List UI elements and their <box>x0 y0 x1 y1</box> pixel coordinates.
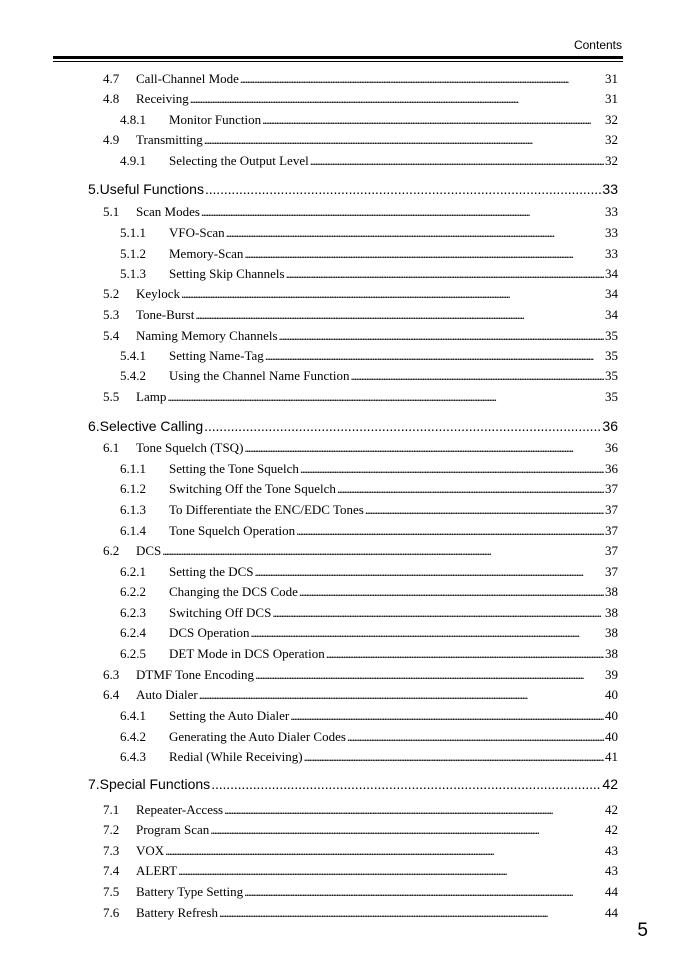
toc-entry-page: 40 <box>605 687 618 702</box>
toc-section-entry[interactable] <box>103 862 618 880</box>
toc-entry-title: Memory-Scan <box>169 246 244 261</box>
toc-entry-number: 4.9 <box>103 132 120 147</box>
toc-entry-page: 38 <box>605 625 618 640</box>
toc-dot-leader <box>167 388 604 406</box>
toc-subsection-entry[interactable] <box>120 583 618 601</box>
toc-dot-leader <box>240 70 604 88</box>
toc-dot-leader <box>251 624 604 642</box>
toc-section-entry[interactable] <box>103 388 618 406</box>
toc-dot-leader <box>178 862 604 880</box>
toc-entry-page: 34 <box>605 307 618 322</box>
toc-section-entry[interactable] <box>103 327 618 345</box>
toc-entry-page: 44 <box>605 884 618 899</box>
toc-entry-number: 6.2.4 <box>120 625 146 640</box>
toc-entry-title: Tone Squelch Operation <box>169 523 296 538</box>
toc-section-entry[interactable] <box>103 842 618 860</box>
toc-dot-leader <box>304 748 604 766</box>
toc-entry-number: 7.1 <box>103 802 120 817</box>
toc-dot-leader <box>199 686 604 704</box>
toc-entry-number: 6.2.1 <box>120 564 146 579</box>
toc-entry-number: 5.1.2 <box>120 246 146 261</box>
toc-entry-page: 34 <box>605 266 618 281</box>
toc-dot-leader <box>290 707 604 725</box>
toc-section-entry[interactable] <box>103 203 618 221</box>
toc-entry-title: 5.Useful Functions <box>88 181 204 197</box>
toc-subsection-entry[interactable] <box>120 460 618 478</box>
toc-section-entry[interactable] <box>103 904 618 922</box>
toc-dot-leader <box>299 583 604 601</box>
toc-dot-leader <box>204 417 601 435</box>
toc-entry-page: 36 <box>602 418 618 434</box>
toc-dot-leader <box>296 522 604 540</box>
toc-entry-title: Repeater-Access <box>136 802 224 817</box>
toc-subsection-entry[interactable] <box>120 604 618 622</box>
toc-entry-number: 7.5 <box>103 884 120 899</box>
toc-dot-leader <box>365 501 604 519</box>
toc-entry-title: Tone Squelch (TSQ) <box>136 440 244 455</box>
toc-subsection-entry[interactable] <box>120 265 618 283</box>
toc-dot-leader <box>210 821 604 839</box>
toc-entry-page: 33 <box>605 225 618 240</box>
toc-section-entry[interactable] <box>103 439 618 457</box>
toc-entry-number: 5.1.3 <box>120 266 146 281</box>
toc-dot-leader <box>272 604 604 622</box>
toc-entry-page: 35 <box>605 328 618 343</box>
toc-dot-leader <box>162 542 604 560</box>
toc-entry-title: Program Scan <box>136 822 210 837</box>
toc-dot-leader <box>224 801 604 819</box>
toc-entry-page: 39 <box>605 667 618 682</box>
toc-entry-number: 5.2 <box>103 286 120 301</box>
toc-entry-number: 7.6 <box>103 905 120 920</box>
toc-section-entry[interactable] <box>103 883 618 901</box>
toc-entry-title: VFO-Scan <box>169 225 225 240</box>
toc-entry-page: 35 <box>605 368 618 383</box>
toc-entry-page: 38 <box>605 584 618 599</box>
toc-subsection-entry[interactable] <box>120 563 618 581</box>
toc-subsection-entry[interactable] <box>120 347 618 365</box>
toc-entry-page: 32 <box>605 112 618 127</box>
toc-entry-title: To Differentiate the ENC/EDC Tones <box>169 502 364 517</box>
toc-entry-title: VOX <box>136 843 165 858</box>
toc-subsection-entry[interactable] <box>120 707 618 725</box>
toc-entry-page: 32 <box>605 132 618 147</box>
toc-entry-page: 37 <box>605 543 618 558</box>
toc-entry-page: 36 <box>605 461 618 476</box>
running-header: Contents <box>573 38 622 52</box>
toc-dot-leader <box>195 306 604 324</box>
toc-entry-number: 6.4 <box>103 687 120 702</box>
toc-dot-leader <box>347 728 604 746</box>
toc-dot-leader <box>204 131 604 149</box>
toc-entry-number: 7.3 <box>103 843 120 858</box>
toc-dot-leader <box>244 439 604 457</box>
page-number: 5 <box>637 920 648 941</box>
toc-subsection-entry[interactable] <box>120 152 618 170</box>
toc-entry-number: 6.2 <box>103 543 120 558</box>
toc-entry-page: 37 <box>605 564 618 579</box>
toc-entry-title: Setting the DCS <box>169 564 254 579</box>
toc-entry-number: 5.4 <box>103 328 120 343</box>
toc-entry-number: 6.2.3 <box>120 605 146 620</box>
toc-entry-page: 32 <box>605 153 618 168</box>
toc-entry-number: 5.3 <box>103 307 120 322</box>
toc-entry-title: 6.Selective Calling <box>88 418 204 434</box>
toc-entry-title: Lamp <box>136 389 167 404</box>
toc-entry-page: 43 <box>605 863 618 878</box>
toc-entry-page: 36 <box>605 440 618 455</box>
toc-entry-title: Using the Channel Name Function <box>169 368 350 383</box>
toc-entry-number: 6.1.2 <box>120 481 146 496</box>
toc-entry-title: Switching Off DCS <box>169 605 272 620</box>
toc-section-entry[interactable] <box>103 70 618 88</box>
toc-entry-number: 7.4 <box>103 863 120 878</box>
toc-chapter-entry[interactable] <box>88 180 618 198</box>
toc-entry-title: DTMF Tone Encoding <box>136 667 255 682</box>
toc-entry-number: 4.8.1 <box>120 112 146 127</box>
toc-entry-page: 33 <box>605 246 618 261</box>
toc-entry-number: 6.1 <box>103 440 120 455</box>
toc-dot-leader <box>337 480 604 498</box>
toc-entry-title: Setting the Auto Dialer <box>169 708 290 723</box>
toc-entry-page: 31 <box>605 91 618 106</box>
toc-entry-title: DCS <box>136 543 162 558</box>
toc-entry-page: 37 <box>605 481 618 496</box>
toc-section-entry[interactable] <box>103 90 618 108</box>
header-rule-thin <box>53 61 623 62</box>
toc-dot-leader <box>190 90 604 108</box>
toc-entry-title: DCS Operation <box>169 625 250 640</box>
toc-section-entry[interactable] <box>103 131 618 149</box>
toc-entry-title: Changing the DCS Code <box>169 584 298 599</box>
toc-entry-number: 6.2.5 <box>120 646 146 661</box>
toc-subsection-entry[interactable] <box>120 224 618 242</box>
toc-entry-number: 5.5 <box>103 389 120 404</box>
toc-entry-page: 35 <box>605 348 618 363</box>
toc-entry-page: 37 <box>605 502 618 517</box>
toc-subsection-entry[interactable] <box>120 522 618 540</box>
toc-chapter-entry[interactable] <box>88 775 618 793</box>
toc-entry-page: 33 <box>602 181 618 197</box>
toc-entry-number: 6.3 <box>103 667 120 682</box>
toc-entry-page: 38 <box>605 605 618 620</box>
toc-entry-title: Naming Memory Channels <box>136 328 278 343</box>
toc-entry-title: Keylock <box>136 286 181 301</box>
toc-entry-title: 7.Special Functions <box>88 776 211 792</box>
toc-dot-leader <box>326 645 604 663</box>
toc-entry-number: 6.1.1 <box>120 461 146 476</box>
toc-entry-number: 6.4.1 <box>120 708 146 723</box>
toc-entry-title: Selecting the Output Level <box>169 153 309 168</box>
toc-entry-title: Switching Off the Tone Squelch <box>169 481 336 496</box>
toc-subsection-entry[interactable] <box>120 501 618 519</box>
toc-entry-title: Receiving <box>136 91 189 106</box>
toc-chapter-entry[interactable] <box>88 417 618 435</box>
toc-subsection-entry[interactable] <box>120 728 618 746</box>
toc-entry-title: Generating the Auto Dialer Codes <box>169 729 346 744</box>
toc-dot-leader <box>226 224 604 242</box>
toc-subsection-entry[interactable] <box>120 480 618 498</box>
toc-entry-title: Transmitting <box>136 132 203 147</box>
toc-entry-page: 44 <box>605 905 618 920</box>
toc-entry-title: Auto Dialer <box>136 687 198 702</box>
toc-entry-title: Tone-Burst <box>136 307 195 322</box>
toc-entry-number: 6.2.2 <box>120 584 146 599</box>
toc-entry-title: Battery Type Setting <box>136 884 244 899</box>
toc-subsection-entry[interactable] <box>120 111 618 129</box>
toc-section-entry[interactable] <box>103 306 618 324</box>
toc-dot-leader <box>211 775 601 793</box>
toc-dot-leader <box>219 904 604 922</box>
toc-entry-title: ALERT <box>136 863 178 878</box>
toc-section-entry[interactable] <box>103 801 618 819</box>
toc-entry-page: 38 <box>605 646 618 661</box>
toc-subsection-entry[interactable] <box>120 748 618 766</box>
toc-dot-leader <box>351 367 604 385</box>
toc-entry-page: 31 <box>605 71 618 86</box>
toc-dot-leader <box>244 883 604 901</box>
toc-entry-page: 34 <box>605 286 618 301</box>
toc-section-entry[interactable] <box>103 666 618 684</box>
toc-section-entry[interactable] <box>103 686 618 704</box>
toc-entry-title: Scan Modes <box>136 204 200 219</box>
toc-subsection-entry[interactable] <box>120 645 618 663</box>
toc-entry-number: 6.4.3 <box>120 749 146 764</box>
toc-subsection-entry[interactable] <box>120 624 618 642</box>
toc-entry-number: 5.1 <box>103 204 120 219</box>
toc-entry-title: Setting Name-Tag <box>169 348 264 363</box>
toc-entry-page: 35 <box>605 389 618 404</box>
header-rule-thick <box>53 56 623 59</box>
toc-entry-page: 33 <box>605 204 618 219</box>
toc-entry-number: 4.7 <box>103 71 120 86</box>
toc-entry-number: 6.1.3 <box>120 502 146 517</box>
toc-dot-leader <box>244 245 604 263</box>
toc-entry-page: 42 <box>605 822 618 837</box>
toc-entry-page: 40 <box>605 708 618 723</box>
toc-entry-number: 4.9.1 <box>120 153 146 168</box>
toc-dot-leader <box>205 180 601 198</box>
toc-dot-leader <box>286 265 604 283</box>
toc-entry-page: 41 <box>605 749 618 764</box>
toc-dot-leader <box>265 347 604 365</box>
toc-dot-leader <box>279 327 604 345</box>
toc-entry-number: 6.1.4 <box>120 523 146 538</box>
toc-entry-title: Call-Channel Mode <box>136 71 239 86</box>
toc-entry-number: 7.2 <box>103 822 120 837</box>
toc-subsection-entry[interactable] <box>120 367 618 385</box>
toc-entry-title: Monitor Function <box>169 112 262 127</box>
toc-dot-leader <box>262 111 604 129</box>
toc-entry-number: 6.4.2 <box>120 729 146 744</box>
toc-dot-leader <box>300 460 604 478</box>
toc-section-entry[interactable] <box>103 285 618 303</box>
toc-entry-page: 42 <box>602 776 618 792</box>
toc-section-entry[interactable] <box>103 542 618 560</box>
toc-dot-leader <box>255 666 604 684</box>
toc-dot-leader <box>181 285 604 303</box>
toc-dot-leader <box>201 203 604 221</box>
toc-entry-page: 43 <box>605 843 618 858</box>
toc-entry-title: Battery Refresh <box>136 905 218 920</box>
toc-dot-leader <box>310 152 604 170</box>
toc-section-entry[interactable] <box>103 821 618 839</box>
toc-entry-title: Redial (While Receiving) <box>169 749 303 764</box>
toc-entry-number: 5.4.1 <box>120 348 146 363</box>
toc-subsection-entry[interactable] <box>120 245 618 263</box>
toc-entry-title: Setting Skip Channels <box>169 266 285 281</box>
toc-dot-leader <box>255 563 604 581</box>
toc-dot-leader <box>165 842 604 860</box>
toc-entry-number: 5.4.2 <box>120 368 146 383</box>
toc-entry-page: 40 <box>605 729 618 744</box>
toc-entry-title: Setting the Tone Squelch <box>169 461 299 476</box>
toc-entry-number: 5.1.1 <box>120 225 146 240</box>
toc-entry-title: DET Mode in DCS Operation <box>169 646 325 661</box>
toc-entry-page: 42 <box>605 802 618 817</box>
toc-entry-page: 37 <box>605 523 618 538</box>
toc-entry-number: 4.8 <box>103 91 120 106</box>
